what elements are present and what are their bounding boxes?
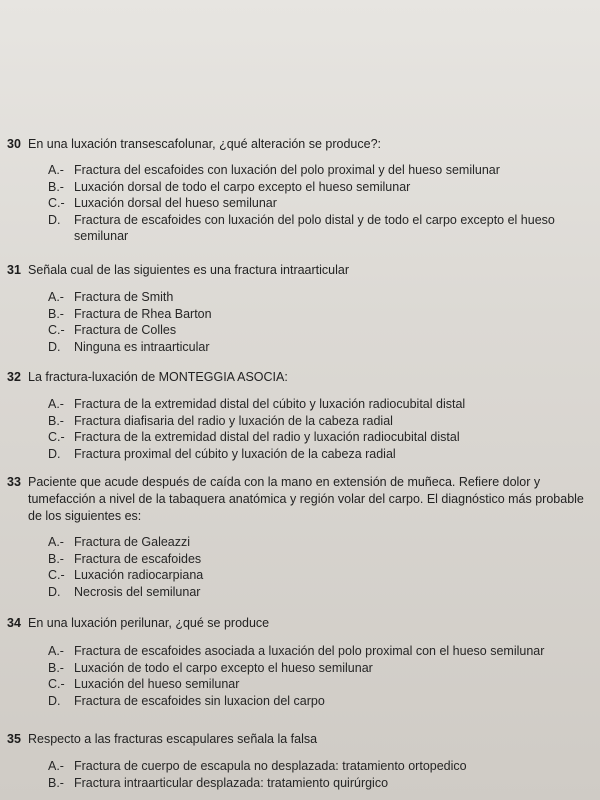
option-letter: A.-	[48, 535, 64, 549]
question-32	[0, 369, 600, 462]
option-text: Fractura de la extremidad distal del radio y luxación radiocubital distal	[74, 430, 460, 444]
option-letter: B.-	[48, 660, 64, 675]
option-letter: A.-	[48, 290, 64, 304]
question-number: 33	[7, 475, 21, 489]
option-d	[0, 446, 600, 463]
option-text: Luxación del hueso semilunar	[74, 677, 240, 691]
option-text: Luxación de todo el carpo excepto el hueso semilunar	[74, 660, 373, 675]
option-letter: C.-	[48, 196, 65, 210]
option-text: Fractura de escafoides con luxación del polo distal y de todo el carpo excepto el hueso semilunar	[74, 212, 555, 243]
question-stem	[0, 136, 600, 153]
option-letter: D.	[48, 339, 61, 354]
option-letter: D.	[48, 584, 61, 599]
option-a	[0, 758, 600, 775]
option-a	[0, 643, 600, 660]
option-list	[0, 643, 600, 709]
option-letter: C.-	[48, 323, 65, 337]
option-d	[0, 339, 600, 356]
option-letter: D.	[48, 693, 61, 708]
option-text: Fractura de la extremidad distal del cúbito y luxación radiocubital distal	[74, 397, 466, 411]
option-list	[0, 162, 600, 245]
question-30	[0, 136, 600, 245]
option-letter: A.-	[48, 644, 64, 658]
option-text: Fractura de escafoides sin luxacion del carpo	[74, 693, 325, 708]
option-letter: C.-	[48, 430, 65, 444]
question-number: 31	[7, 263, 21, 277]
question-text: En una luxación perilunar, ¿qué se produce	[28, 616, 270, 630]
option-text: Luxación dorsal de todo el carpo excepto el hueso semilunar	[74, 179, 411, 194]
question-stem	[0, 369, 600, 386]
option-letter: B.-	[48, 775, 64, 790]
option-letter: A.-	[48, 163, 64, 177]
question-text: La fractura-luxación de MONTEGGIA ASOCIA:	[28, 370, 288, 384]
option-list	[0, 758, 600, 791]
option-list	[0, 396, 600, 462]
option-text: Fractura proximal del cúbito y luxación de la cabeza radial	[74, 446, 396, 461]
option-letter: B.-	[48, 413, 64, 428]
option-text: Luxación dorsal del hueso semilunar	[74, 196, 277, 210]
option-text: Fractura de Colles	[74, 323, 177, 337]
option-text: Fractura de escafoides asociada a luxación del polo proximal con el hueso semilunar	[74, 644, 545, 658]
option-text: Fractura de cuerpo de escapula no desplazada: tratamiento ortopedico	[74, 759, 467, 773]
option-b	[0, 775, 600, 792]
option-text: Luxación radiocarpiana	[74, 568, 204, 582]
option-b	[0, 413, 600, 430]
option-letter: D.	[48, 446, 61, 461]
question-text: Paciente que acude después de caída con la mano en extensión de muñeca. Refiere dolor y tumefacción a nivel de la tabaquera anatómica y región volar del carpo. El diagnóstico más probable de los siguientes es:	[28, 475, 584, 523]
question-33	[0, 474, 600, 600]
option-text: Fractura de Rhea Barton	[74, 306, 212, 321]
option-c	[0, 567, 600, 584]
question-number: 34	[7, 616, 21, 630]
option-a	[0, 162, 600, 179]
option-d	[0, 693, 600, 710]
option-d	[0, 212, 600, 245]
option-c	[0, 195, 600, 212]
option-d	[0, 584, 600, 601]
option-letter: B.-	[48, 179, 64, 194]
question-35	[0, 731, 600, 791]
question-text: Respecto a las fracturas escapulares señala la falsa	[28, 732, 318, 746]
option-text: Fractura de Galeazzi	[74, 535, 191, 549]
question-text: En una luxación transescafolunar, ¿qué alteración se produce?:	[28, 137, 382, 151]
option-text: Fractura de Smith	[74, 290, 174, 304]
option-letter: A.-	[48, 397, 64, 411]
option-c	[0, 322, 600, 339]
option-a	[0, 396, 600, 413]
option-a	[0, 534, 600, 551]
option-list	[0, 534, 600, 600]
question-34	[0, 615, 600, 709]
option-list	[0, 289, 600, 355]
option-letter: C.-	[48, 568, 65, 582]
question-stem	[0, 731, 600, 748]
option-text: Necrosis del semilunar	[74, 584, 201, 599]
option-text: Ninguna es intraarticular	[74, 339, 210, 354]
option-text: Fractura de escafoides	[74, 551, 202, 566]
option-letter: B.-	[48, 551, 64, 566]
question-text: Señala cual de las siguientes es una fractura intraarticular	[28, 263, 350, 277]
question-31	[0, 262, 600, 355]
option-letter: B.-	[48, 306, 64, 321]
question-number: 30	[7, 137, 21, 151]
option-text: Fractura diafisaria del radio y luxación de la cabeza radial	[74, 413, 393, 428]
question-stem	[0, 615, 600, 632]
option-b	[0, 551, 600, 568]
option-b	[0, 179, 600, 196]
option-c	[0, 429, 600, 446]
option-letter: A.-	[48, 759, 64, 773]
question-stem	[0, 262, 600, 279]
option-b	[0, 660, 600, 677]
option-b	[0, 306, 600, 323]
option-a	[0, 289, 600, 306]
option-text: Fractura intraarticular desplazada: tratamiento quirúrgico	[74, 775, 389, 790]
question-number: 35	[7, 732, 21, 746]
option-letter: C.-	[48, 677, 65, 691]
option-c	[0, 676, 600, 693]
question-stem	[0, 474, 600, 525]
option-letter: D.	[48, 212, 61, 227]
option-text: Fractura del escafoides con luxación del polo proximal y del hueso semilunar	[74, 163, 500, 177]
question-number: 32	[7, 370, 21, 384]
